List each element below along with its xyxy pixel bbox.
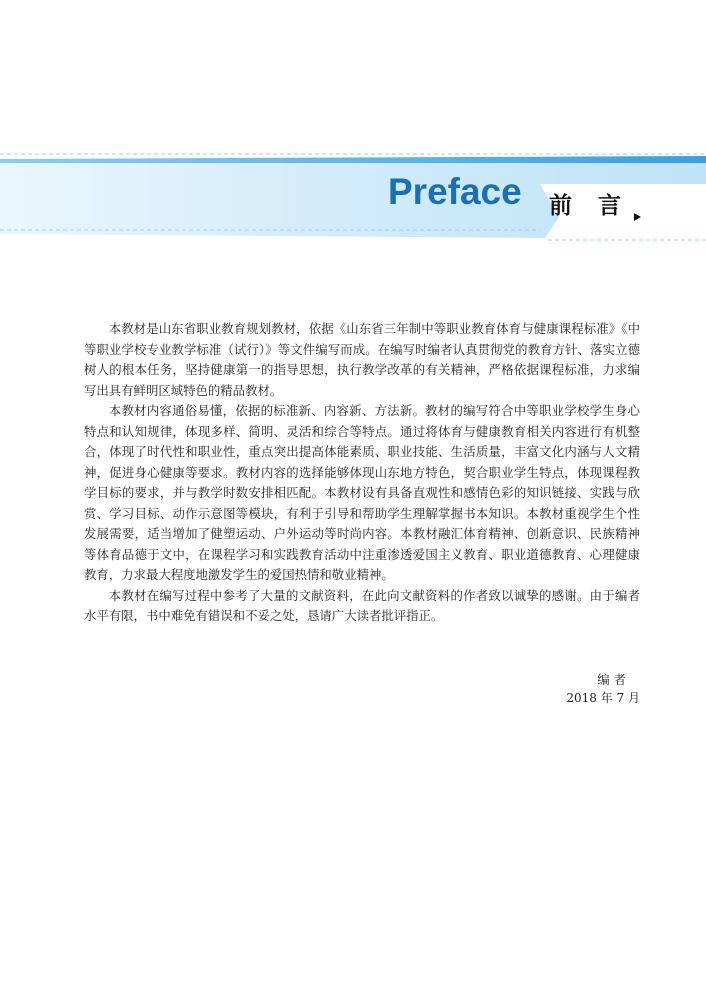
preface-heading: Preface — [388, 171, 522, 212]
chinese-title: 前 言 — [549, 192, 631, 219]
paragraph: 本教材是山东省职业教育规划教材，依据《山东省三年制中等职业教育体育与健康课程标准》《中等职业学校专业教学标准（试行）》等文件编写而成。在编写时编者认真贯彻党的教育方针、落实立德树人的根本任务，坚持健康第一的指导思想，执行教学改革的有关精神，严格依据课程标准，力求编写出具有鲜明区域特色的精品教材。 — [84, 321, 640, 398]
signature-date: 2018 年 7 月 — [566, 691, 640, 705]
paragraph: 本教材在编写过程中参考了大量的文献资料，在此向文献资料的作者致以诚挚的感谢。由于编者水平有限，书中难免有错误和不妥之处，恳请广大读者批评指正。 — [84, 587, 640, 623]
paragraph: 本教材内容通俗易懂，依据的标准新、内容新、方法新。教材的编写符合中等职业学校学生身心特点和认知规律，体现多样、简明、灵活和综合等特点。通过将体育与健康教育相关内容进行有机整合，体现了时代性和职业性，重点突出提高体能素质、职业技能、生活质量，丰富文化内涵与人文精神，促进身心健康等要求。教材内容的选择能够体现山东地方特色，契合职业学生特点，体现课程教学目标的要求，并与教学时数安排相匹配。本教材设有具备直观性和感情色彩的知识链接、实践与欣赏、学习目标、动作示意图等模块，有利于引导和帮助学生理解掌握书本知识。本教材重视学生个性发展需要，适当增加了健塑运动、户外运动等时尚内容。本教材融汇体育精神、创新意识、民族精神等体育品德于文中，在课程学习和实践教育活动中注重渗透爱国主义教育、职业道德教育、心理健康教育，力求最大程度地激发学生的爱国热情和敬业精神。 — [84, 403, 640, 582]
preface-body — [84, 319, 640, 627]
banner-top-strip — [0, 156, 706, 163]
author-signature: 编者 — [597, 672, 630, 687]
title-arrow-icon — [634, 213, 641, 221]
